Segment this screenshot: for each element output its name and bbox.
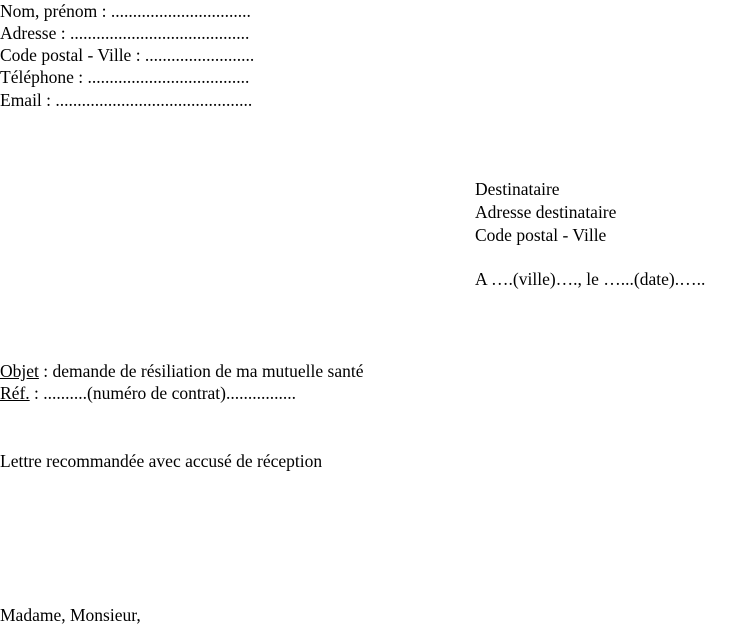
mail-type: Lettre recommandée avec accusé de réception [0,451,323,471]
reference-label: Réf. [0,383,30,403]
reference-line [0,382,296,405]
sender-postal-line: Code postal - Ville : ......................... [0,45,255,65]
subject-line [0,360,364,383]
sender-phone-line: Téléphone : ..................................... [0,67,250,87]
sender-email-line: Email : ............................................. [0,90,253,110]
sender-name-line: Nom, prénom : ................................ [0,1,251,21]
recipient-address: Adresse destinataire [475,202,617,222]
subject-text: : demande de résiliation de ma mutuelle santé [38,361,364,381]
salutation: Madame, Monsieur, [0,605,141,625]
sender-address-line: Adresse : ......................................... [0,23,250,43]
recipient-postal: Code postal - Ville [475,225,607,245]
recipient-name: Destinataire [475,179,560,199]
place-date: A ….(ville)…., le …...(date).….. [475,269,706,289]
subject-label: Objet [0,361,39,381]
reference-text: : ..........(numéro de contrat)................ [29,383,296,403]
